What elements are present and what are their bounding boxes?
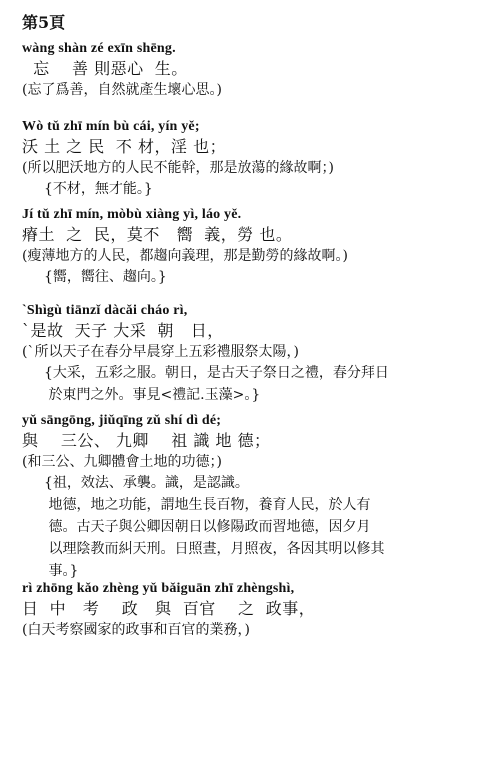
section-6 <box>22 580 490 640</box>
annotation-line: {嚮，嚮往、趨向。} <box>44 269 167 285</box>
annotation-line: {祖，效法、承襲。識，是認識。 <box>44 475 249 491</box>
pinyin-line: Wò tǔ zhī mín bù cái, yín yě; <box>22 119 200 134</box>
annotation-line: 事。} <box>44 563 79 579</box>
translation-line: (忘了爲善，自然就產生壞心思。) <box>22 82 222 98</box>
page-label: 第5頁 <box>22 13 66 32</box>
annotation-line: {大采，五彩之服。朝日，是古天子祭日之禮，春分拜日 <box>44 365 389 381</box>
pinyin-line: `Shìgù tiānzǐ dàcǎi cháo rì, <box>22 303 188 318</box>
annotation-line: 於東門之外。事見<禮記.玉藻>。} <box>44 387 261 403</box>
section-4 <box>22 302 490 406</box>
section-1 <box>22 40 490 100</box>
translation-line: (所以肥沃地方的人民不能幹，那是放蕩的緣故啊；) <box>22 160 334 176</box>
chinese-line: 沃 土 之 民 不 材，淫 也； <box>22 137 227 156</box>
pinyin-line: wàng shàn zé exīn shēng. <box>22 41 176 56</box>
annotation-line: 德。古天子與公卿因朝日以修陽政而習地德，因夕月 <box>44 519 371 535</box>
annotation-line: 地德，地之功能，謂地生長百物，養育人民，於人有 <box>44 497 371 513</box>
annotation-line: {不材，無才能。} <box>44 181 153 197</box>
chinese-line: 忘 善 則惡心 生。 <box>22 59 188 78</box>
chinese-line: 瘠土 之 民，莫不 嚮 義，勞 也。 <box>22 225 293 244</box>
section-5 <box>22 412 490 582</box>
translation-line: (白天考察國家的政事和百官的業務，) <box>22 622 250 638</box>
pinyin-line: yǔ sāngōng, jiǔqīng zǔ shí dì dé; <box>22 413 222 428</box>
chinese-line: 日 中 考 政 與 百官 之 政事， <box>22 599 316 618</box>
translation-line: (`所以天子在春分早晨穿上五彩禮服祭太陽，) <box>22 344 299 360</box>
pinyin-line: rì zhōng kǎo zhèng yǔ bǎiguān zhī zhèngshì, <box>22 581 295 596</box>
translation-line: (瘦薄地方的人民，都趨向義理，那是勤勞的緣故啊。) <box>22 248 348 264</box>
chinese-line: 與 三公、 九卿 祖 識 地 德； <box>22 431 271 450</box>
pinyin-line: Jí tǔ zhī mín, mòbù xiàng yì, láo yě. <box>22 207 242 222</box>
section-3 <box>22 206 490 288</box>
translation-line: (和三公、九卿體會土地的功德；) <box>22 454 222 470</box>
chinese-line: `是故 天子 大采 朝 日， <box>22 321 224 340</box>
annotation-line: 以理陰教而糾天刑。日照晝，月照夜，各因其明以修其 <box>44 541 385 557</box>
section-2 <box>22 118 490 200</box>
